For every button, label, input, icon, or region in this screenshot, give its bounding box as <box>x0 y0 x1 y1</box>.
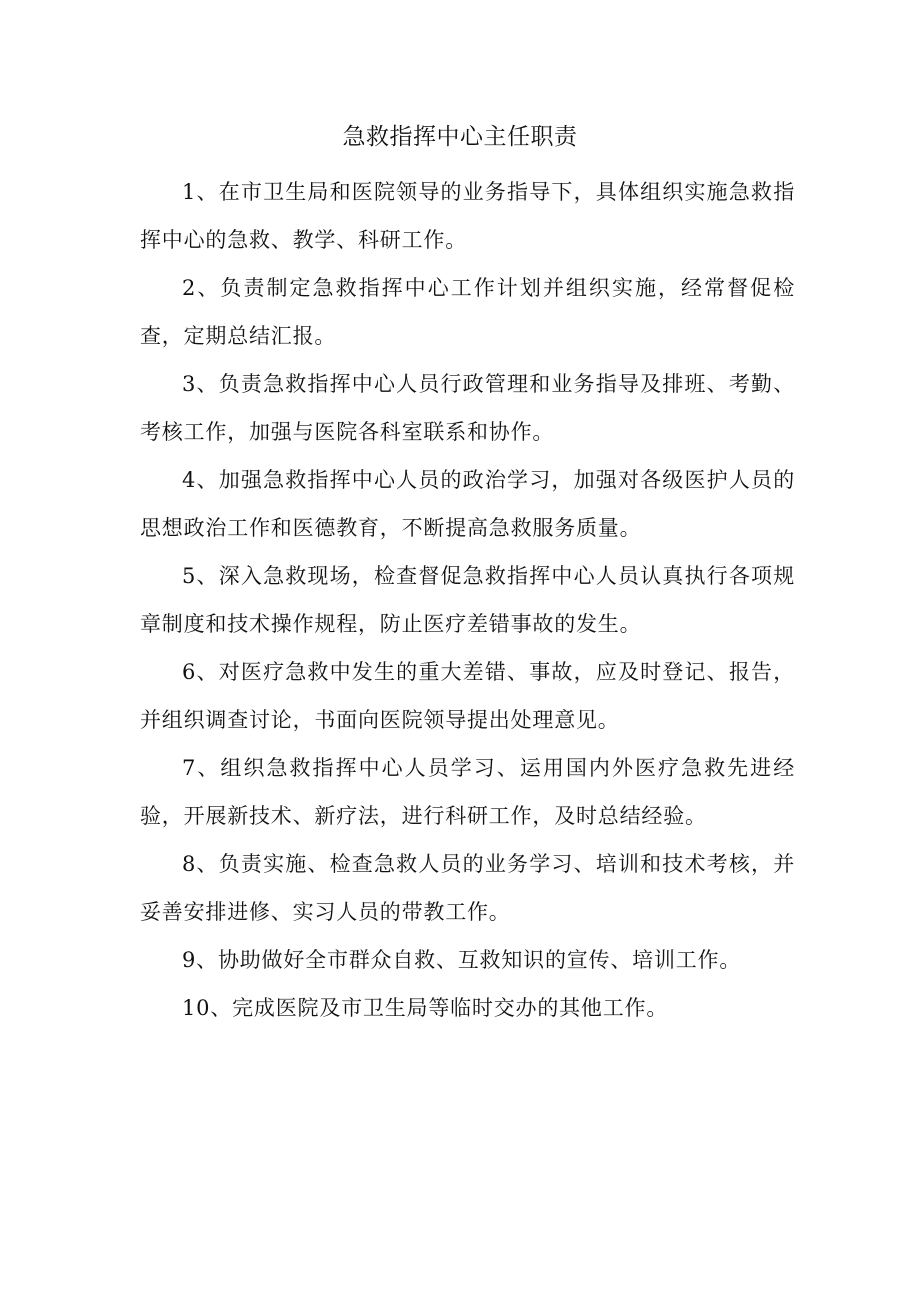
duty-item-1: 1、在市卫生局和医院领导的业务指导下，具体组织实施急救指挥中心的急救、教学、科研工作。 <box>140 180 795 252</box>
duty-item-9: 9、协助做好全市群众自救、互救知识的宣传、培训工作。 <box>182 948 742 972</box>
duty-item-3: 3、负责急救指挥中心人员行政管理和业务指导及排班、考勤、考核工作，加强与医院各科室联系和协作。 <box>140 372 795 444</box>
duty-item-6: 6、对医疗急救中发生的重大差错、事故，应及时登记、报告，并组织调查讨论，书面向医院领导提出处理意见。 <box>140 660 795 732</box>
duty-item-7: 7、组织急救指挥中心人员学习、运用国内外医疗急救先进经验，开展新技术、新疗法，进行科研工作，及时总结经验。 <box>140 756 795 828</box>
duties-list <box>140 168 795 1032</box>
duty-item-4: 4、加强急救指挥中心人员的政治学习，加强对各级医护人员的思想政治工作和医德教育，不断提高急救服务质量。 <box>140 468 795 540</box>
duty-item-2: 2、负责制定急救指挥中心工作计划并组织实施，经常督促检查，定期总结汇报。 <box>140 276 795 348</box>
duty-item-10: 10、完成医院及市卫生局等临时交办的其他工作。 <box>182 996 669 1020</box>
document-title: 急救指挥中心主任职责 <box>342 124 578 150</box>
duty-item-8: 8、负责实施、检查急救人员的业务学习、培训和技术考核，并妥善安排进修、实习人员的带教工作。 <box>140 852 795 924</box>
duty-item-5: 5、深入急救现场，检查督促急救指挥中心人员认真执行各项规章制度和技术操作规程，防止医疗差错事故的发生。 <box>140 564 795 636</box>
